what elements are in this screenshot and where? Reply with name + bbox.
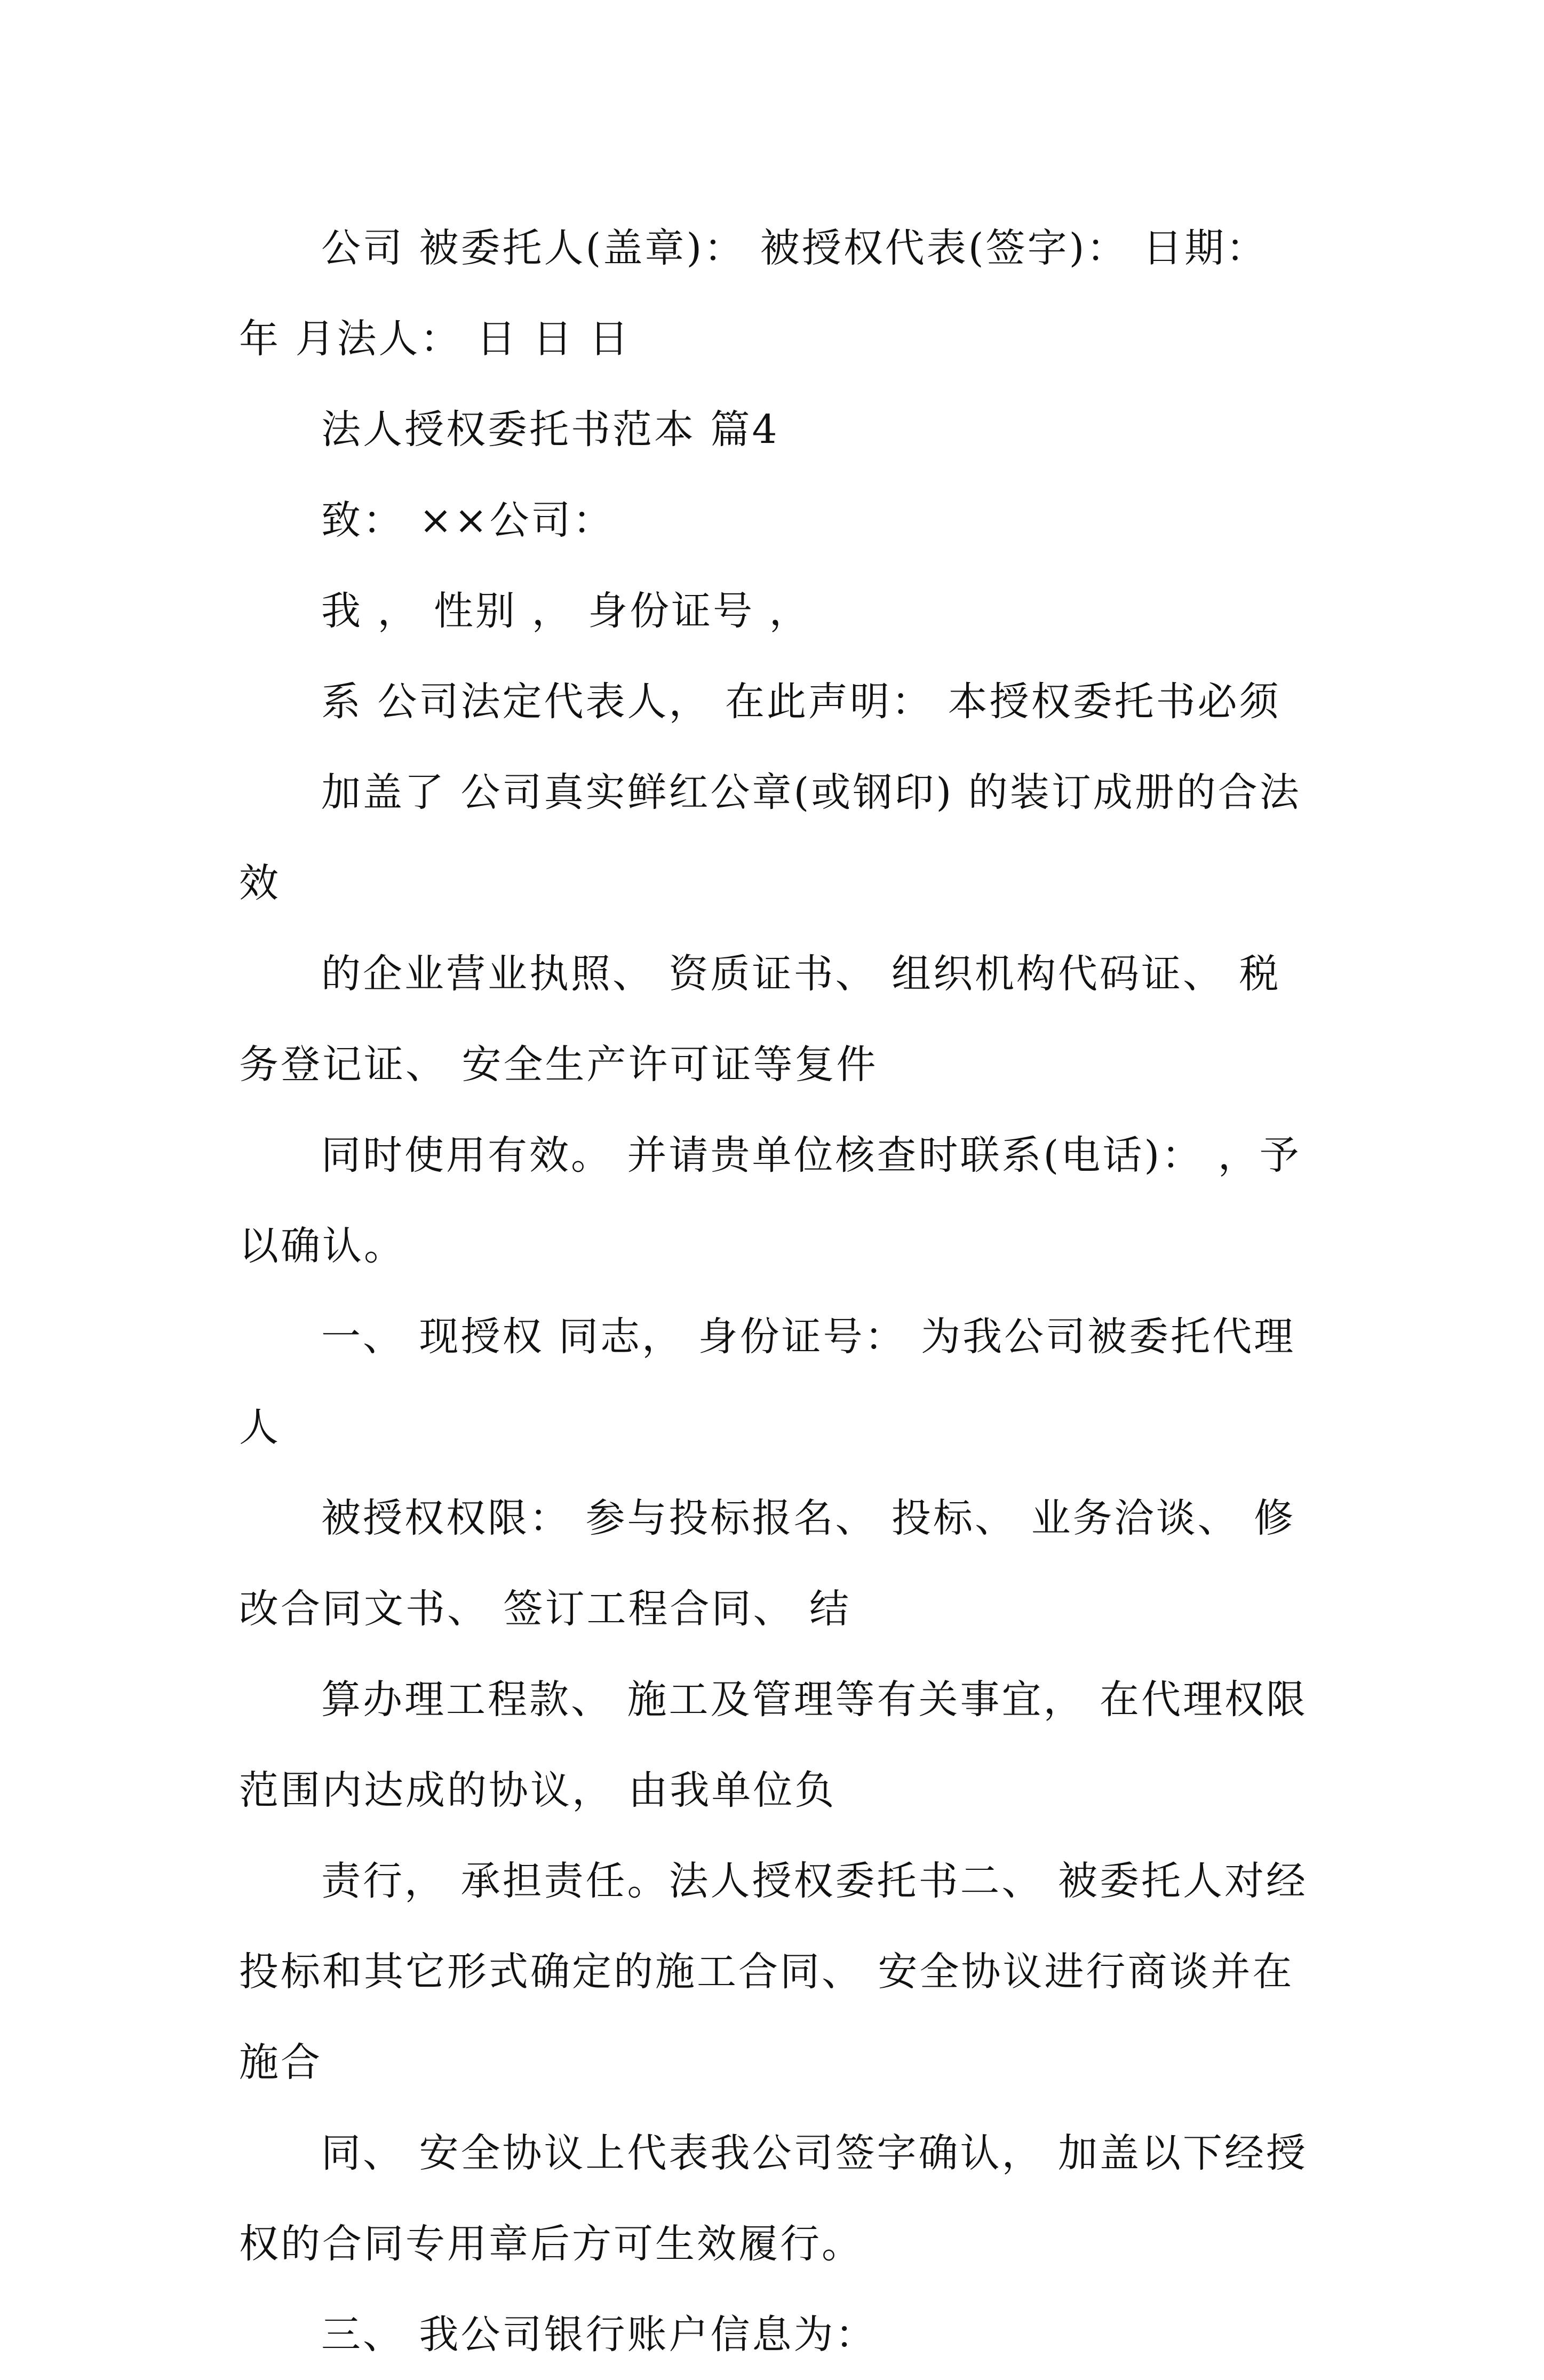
paragraph-authority-scope-cont: 算办理工程款、 施工及管理等有关事宜， 在代理权限范围内达成的协议， 由我单位负 <box>239 1677 1308 1813</box>
paragraph-contract-signing: 同、 安全协议上代表我公司签字确认， 加盖以下经授权的合同专用章后方可生效履行。 <box>239 2130 1308 2267</box>
paragraph-authorization: 一、 现授权 同志， 身份证号： 为我公司被委托代理人 <box>239 1314 1296 1450</box>
paragraph-responsibility: 责行， 承担责任。法人授权委托书二、 被委托人对经投标和其它形式确定的施工合同、 安全协议进行商谈并在施合 <box>239 1858 1308 2085</box>
paragraph-validity: 同时使用有效。 并请贵单位核查时联系(电话)： ，予以确认。 <box>239 1132 1301 1269</box>
paragraph-legal-representative: 系 公司法定代表人， 在此声明： 本授权委托书必须 <box>321 679 1281 725</box>
paragraph-section-title: 法人授权委托书范本 篇4 <box>321 407 779 453</box>
paragraph-declarant: 我 ， 性别 ， 身份证号 ， <box>321 588 811 634</box>
paragraph-addressee: 致： ××公司： <box>321 497 615 543</box>
paragraph-seal-requirement: 加盖了 公司真实鲜红公章(或钢印) 的装订成册的合法效 <box>239 769 1301 906</box>
paragraph-certificates: 的企业营业执照、 资质证书、 组织机构代码证、 税务登记证、 安全生产许可证等复件 <box>239 951 1281 1088</box>
paragraph-authority-scope: 被授权权限： 参与投标报名、 投标、 业务洽谈、 修改合同文书、 签订工程合同、 结 <box>239 1495 1296 1632</box>
paragraph-bank-account: 三、 我公司银行账户信息为： <box>321 2312 877 2358</box>
document-body <box>239 203 1317 2380</box>
paragraph-signature-line: 公司 被委托人(盖章)： 被授权代表(签字)： 日期： 年 月法人： 日 日 日 <box>239 225 1268 362</box>
